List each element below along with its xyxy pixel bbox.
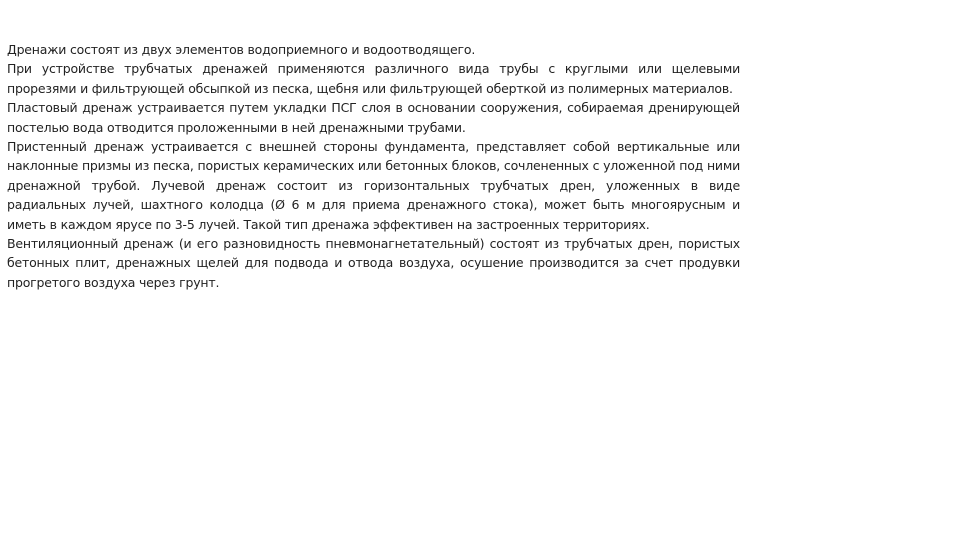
paragraph-ventilation-drainage: Вентиляционный дренаж (и его разновидность пневмонагнетательный) состоят из трубчатых дрен, пористых бетонных плит, дренажных щелей для подвода и отвода воздуха, осушение производится за счет продувки прогретого воздуха через грунт. xyxy=(7,236,740,290)
document-body xyxy=(7,40,740,292)
paragraph-tubular-drainage: При устройстве трубчатых дренажей применяются различного вида трубы с круглыми или щелевыми прорезями и фильтрующей обсыпкой из песка, щебня или фильтрующей оберткой из полимерных материалов. xyxy=(7,61,740,96)
paragraph-drainage-elements: Дренажи состоят из двух элементов водоприемного и водоотводящего. xyxy=(7,42,476,57)
paragraph-wall-radial-drainage: Пристенный дренаж устраивается с внешней стороны фундамента, представляет собой вертикальные или наклонные призмы из песка, пористых керамических или бетонных блоков, сочлененных с уложенной под ними дренажной трубой. Лучевой дренаж состоит из горизонтальных трубчатых дрен, уложенных в виде радиальных лучей, шахтного колодца (Ø 6 м для приема дренажного стока), может быть многоярусным и иметь в каждом ярусе по 3-5 лучей. Такой тип дренажа эффективен на застроенных территориях. xyxy=(7,139,740,232)
paragraph-layer-drainage: Пластовый дренаж устраивается путем укладки ПСГ слоя в основании сооружения, собираемая дренирующей постелью вода отводится проложенными в ней дренажными трубами. xyxy=(7,100,740,135)
